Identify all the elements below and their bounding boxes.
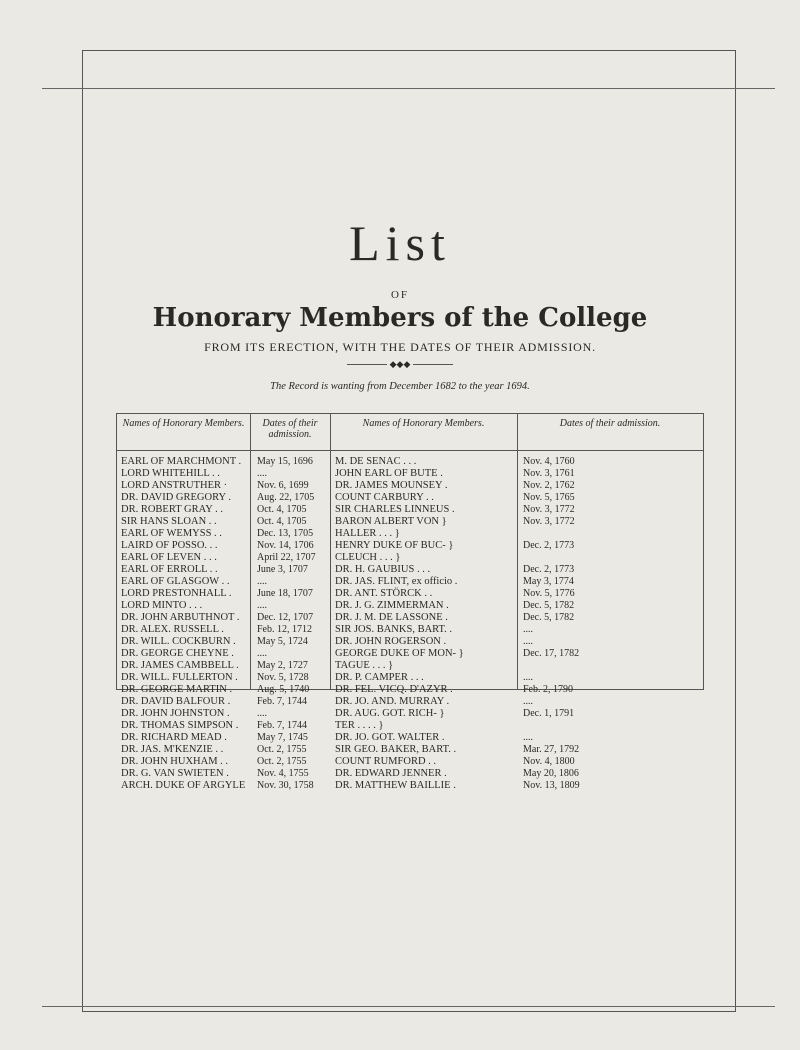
member-name: DR. JAMES CAMBBELL . xyxy=(121,660,239,671)
admission-date: May 15, 1696 xyxy=(257,456,313,467)
member-name: DR. P. CAMPER . . . xyxy=(335,672,424,683)
admission-date: June 18, 1707 xyxy=(257,588,313,599)
member-name: ARCH. DUKE OF ARGYLE xyxy=(121,780,246,791)
admission-date: May 20, 1806 xyxy=(523,768,579,779)
header-dates-2: Dates of their admission. xyxy=(559,418,661,429)
member-name: DR. JOHN HUXHAM . . xyxy=(121,756,229,767)
member-name: DR. JOHN ARBUTHNOT . xyxy=(121,612,240,623)
admission-date: Nov. 5, 1728 xyxy=(257,672,309,683)
member-name: DR. AUG. GOT. RICH- } xyxy=(335,708,445,719)
member-name: DR. THOMAS SIMPSON . xyxy=(121,720,239,731)
column-divider xyxy=(330,414,331,689)
admission-date: Dec. 2, 1773 xyxy=(523,540,575,551)
admission-date: May 5, 1724 xyxy=(257,636,308,647)
admission-date xyxy=(523,660,603,672)
member-name: EARL OF ERROLL . . xyxy=(121,564,218,575)
top-rule xyxy=(42,88,775,89)
admission-date: .... xyxy=(257,468,267,479)
admission-date: Feb. 7, 1744 xyxy=(257,696,307,707)
admission-date: .... xyxy=(523,696,533,707)
member-name: CLEUCH . . . } xyxy=(335,552,401,563)
admission-date: Dec. 2, 1773 xyxy=(523,564,575,575)
member-name: LORD ANSTRUTHER · xyxy=(121,480,228,491)
bottom-rule xyxy=(42,1006,775,1007)
member-name: LORD PRESTONHALL . xyxy=(121,588,232,599)
admission-date: .... xyxy=(523,732,533,743)
ornament-divider: ◆◆◆ xyxy=(0,359,800,369)
right-dates-column xyxy=(523,456,603,792)
admission-date: Nov. 13, 1809 xyxy=(523,780,580,791)
admission-date: Oct. 2, 1755 xyxy=(257,756,307,767)
member-name: SIR HANS SLOAN . . xyxy=(121,516,217,527)
member-name: DR. JAS. M'KENZIE . . xyxy=(121,744,224,755)
member-name: DR. ALEX. RUSSELL . xyxy=(121,624,224,635)
member-name: DR. MATTHEW BAILLIE . xyxy=(335,780,456,791)
admission-date: Feb. 12, 1712 xyxy=(257,624,312,635)
admission-date: May 3, 1774 xyxy=(523,576,574,587)
member-name: LAIRD OF POSSO. . . xyxy=(121,540,218,551)
member-name: DR. J. G. ZIMMERMAN . xyxy=(335,600,449,611)
member-name: DR. JO. AND. MURRAY . xyxy=(335,696,450,707)
member-name: LORD MINTO . . . xyxy=(121,600,203,611)
column-divider xyxy=(250,414,251,689)
member-name: DR. EDWARD JENNER . xyxy=(335,768,447,779)
left-dates-column xyxy=(257,456,329,792)
admission-date: May 7, 1745 xyxy=(257,732,308,743)
admission-date: Nov. 6, 1699 xyxy=(257,480,309,491)
member-name: TER . . . . } xyxy=(335,720,384,731)
admission-date: Nov. 3, 1772 xyxy=(523,504,575,515)
title-of: OF xyxy=(390,289,410,301)
admission-date: Dec. 17, 1782 xyxy=(523,648,580,659)
member-name: COUNT CARBURY . . xyxy=(335,492,434,503)
admission-date xyxy=(523,720,603,732)
header-names-1: Names of Honorary Members. xyxy=(122,418,245,429)
admission-date: Feb. 7, 1744 xyxy=(257,720,307,731)
admission-date: Dec. 5, 1782 xyxy=(523,612,575,623)
left-names-column xyxy=(121,456,249,792)
admission-date: Aug. 22, 1705 xyxy=(257,492,315,503)
admission-date: .... xyxy=(523,624,533,635)
member-name: GEORGE DUKE OF MON- } xyxy=(335,648,464,659)
header-divider xyxy=(117,450,703,451)
member-name: SIR JOS. BANKS, BART. . xyxy=(335,624,453,635)
admission-date: Feb. 2, 1790 xyxy=(523,684,573,695)
admission-date: .... xyxy=(257,708,267,719)
member-name: EARL OF GLASGOW . . xyxy=(121,576,230,587)
member-name: DR. JAS. FLINT, ex officio . xyxy=(335,576,458,587)
page-subtitle: FROM ITS ERECTION, WITH THE DATES OF THEIR ADMISSION. xyxy=(204,340,596,354)
member-name: DR. JOHN JOHNSTON . xyxy=(121,708,230,719)
member-name: DR. GEORGE MARTIN . xyxy=(121,684,233,695)
member-name: EARL OF MARCHMONT . xyxy=(121,456,242,467)
member-name: DR. WILL. FULLERTON . xyxy=(121,672,238,683)
member-name: SIR GEO. BAKER, BART. . xyxy=(335,744,457,755)
member-name: EARL OF LEVEN . . . xyxy=(121,552,217,563)
admission-date: April 22, 1707 xyxy=(257,552,316,563)
member-name: DR. G. VAN SWIETEN . xyxy=(121,768,229,779)
admission-date: Aug. 5, 1740 xyxy=(257,684,310,695)
member-name: DR. GEORGE CHEYNE . xyxy=(121,648,234,659)
member-name: COUNT RUMFORD . . xyxy=(335,756,437,767)
admission-date: Oct. 4, 1705 xyxy=(257,516,307,527)
right-names-column xyxy=(335,456,516,792)
admission-date: Dec. 1, 1791 xyxy=(523,708,575,719)
member-name: DR. ANT. STÖRCK . . xyxy=(335,588,433,599)
member-name: DR. FEL. VICQ. D'AZYR . xyxy=(335,684,453,695)
admission-date: Nov. 14, 1706 xyxy=(257,540,314,551)
admission-date: May 2, 1727 xyxy=(257,660,308,671)
admission-date: .... xyxy=(257,600,267,611)
admission-date xyxy=(523,528,603,540)
member-name: BARON ALBERT VON } xyxy=(335,516,447,527)
admission-date: June 3, 1707 xyxy=(257,564,308,575)
member-name: LORD WHITEHILL . . xyxy=(121,468,220,479)
admission-date: Oct. 4, 1705 xyxy=(257,504,307,515)
member-name: DR. RICHARD MEAD . xyxy=(121,732,227,743)
admission-date xyxy=(523,552,603,564)
member-name: DR. J. M. DE LASSONE . xyxy=(335,612,448,623)
member-name: DR. JAMES MOUNSEY . xyxy=(335,480,448,491)
member-name: JOHN EARL OF BUTE . xyxy=(335,468,443,479)
member-name: DR. JOHN ROGERSON . xyxy=(335,636,447,647)
member-name: DR. ROBERT GRAY . . xyxy=(121,504,223,515)
admission-date: Oct. 2, 1755 xyxy=(257,744,307,755)
member-name: DR. H. GAUBIUS . . . xyxy=(335,564,431,575)
admission-date: .... xyxy=(257,576,267,587)
member-name: EARL OF WEMYSS . . xyxy=(121,528,222,539)
admission-date: .... xyxy=(523,672,533,683)
member-name: HALLER . . . } xyxy=(335,528,400,539)
page-title: List xyxy=(349,215,451,271)
header-names-2: Names of Honorary Members. xyxy=(362,418,485,429)
admission-date: Nov. 4, 1800 xyxy=(523,756,575,767)
admission-date: Nov. 5, 1776 xyxy=(523,588,575,599)
admission-date: Nov. 30, 1758 xyxy=(257,780,314,791)
member-name: DR. DAVID GREGORY . xyxy=(121,492,231,503)
column-divider xyxy=(517,414,518,689)
member-name: TAGUE . . . } xyxy=(335,660,394,671)
page-heading: Honorary Members of the College xyxy=(152,303,648,333)
admission-date: Dec. 12, 1707 xyxy=(257,612,314,623)
admission-date: Dec. 5, 1782 xyxy=(523,600,575,611)
admission-date: Dec. 13, 1705 xyxy=(257,528,314,539)
members-table xyxy=(116,413,704,791)
admission-date: Nov. 4, 1755 xyxy=(257,768,309,779)
admission-date: .... xyxy=(523,636,533,647)
member-name: M. DE SENAC . . . xyxy=(335,456,417,467)
member-name: DR. WILL. COCKBURN . xyxy=(121,636,236,647)
member-name: DR. JO. GOT. WALTER . xyxy=(335,732,445,743)
member-name: HENRY DUKE OF BUC- } xyxy=(335,540,454,551)
admission-date: Nov. 2, 1762 xyxy=(523,480,575,491)
member-name: DR. DAVID BALFOUR . xyxy=(121,696,231,707)
record-note: The Record is wanting from December 1682 to the year 1694. xyxy=(270,381,530,392)
admission-date: Mar. 27, 1792 xyxy=(523,744,580,755)
admission-date: Nov. 4, 1760 xyxy=(523,456,575,467)
admission-date: Nov. 5, 1765 xyxy=(523,492,575,503)
admission-date: Nov. 3, 1772 xyxy=(523,516,575,527)
admission-date: Nov. 3, 1761 xyxy=(523,468,575,479)
header-dates-1: Dates of their admission. xyxy=(262,418,318,440)
admission-date: .... xyxy=(257,648,267,659)
member-name: SIR CHARLES LINNEUS . xyxy=(335,504,455,515)
